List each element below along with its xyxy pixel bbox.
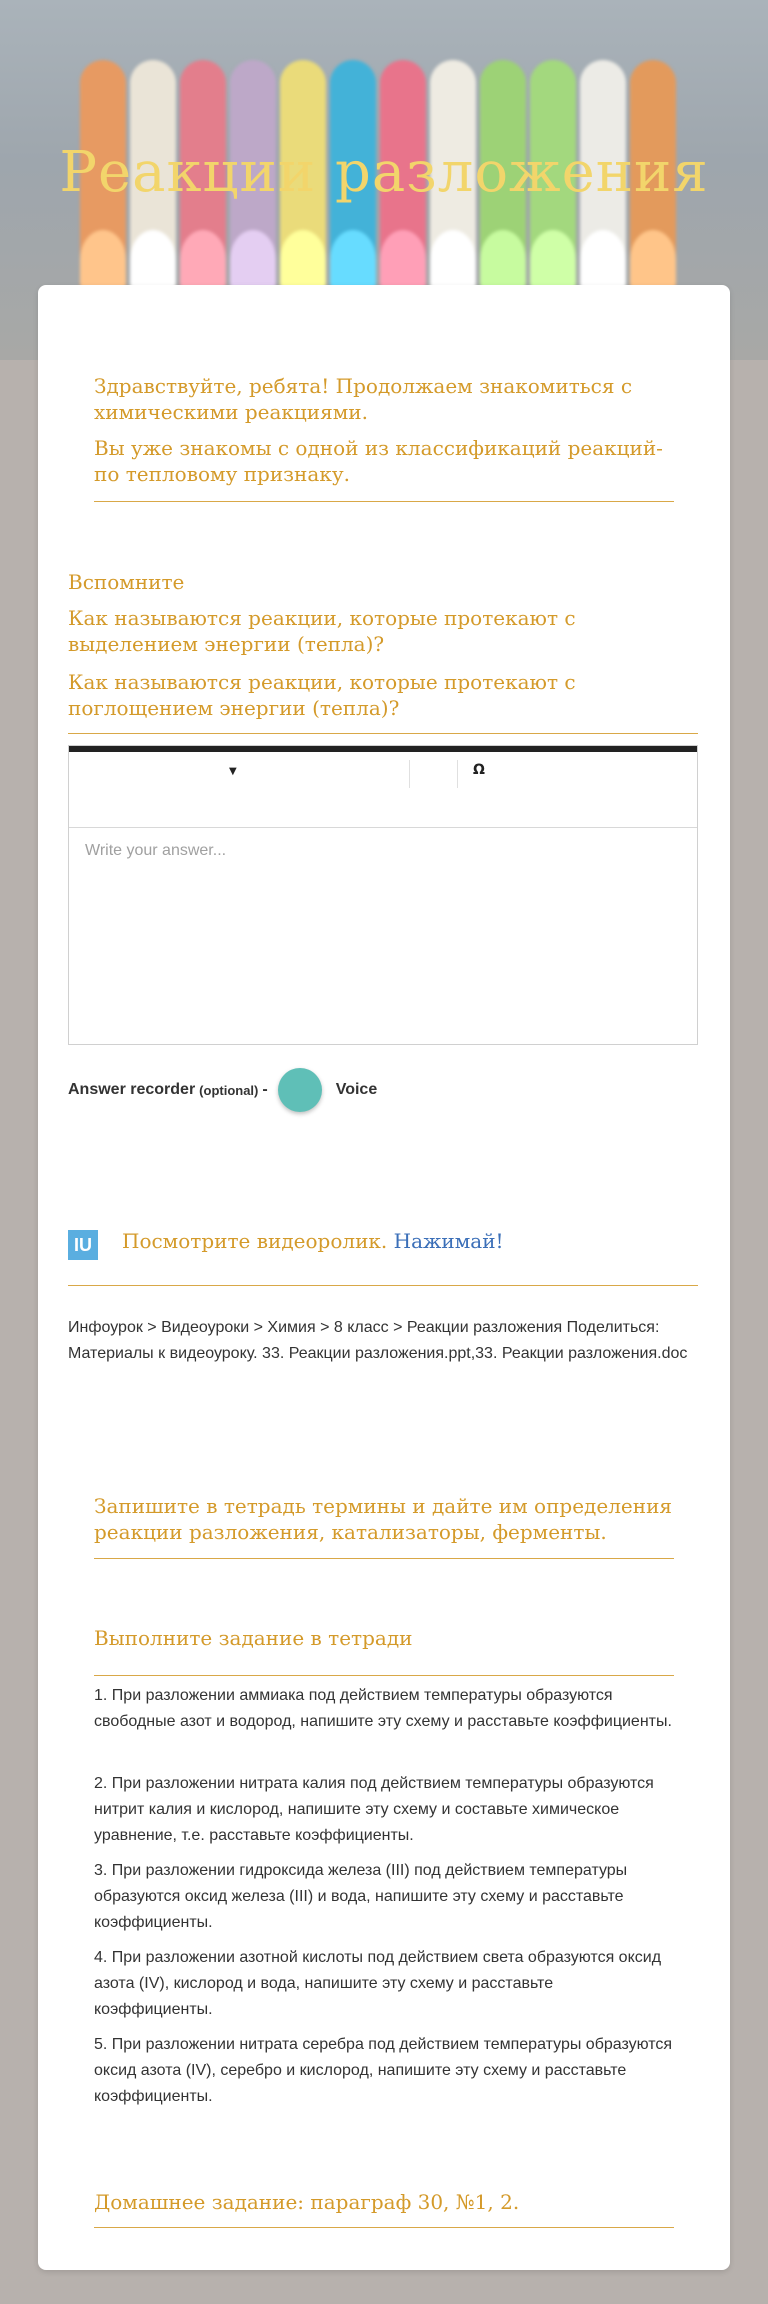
homework: Домашнее задание: параграф 30, №1, 2. (94, 2190, 520, 2214)
recall-question-2: Как называются реакции, которые протекают с поглощением энергии (тепла)? (68, 670, 576, 720)
task-item: 3. При разложении гидроксида железа (III) под действием температуры образуются оксид железа (III) и вода, напишите эту схему и расставьте коэффициенты. (94, 1862, 628, 1931)
video-link[interactable]: Нажимай! (393, 1229, 504, 1253)
voice-label: Voice (335, 1081, 378, 1098)
infourok-logo: IU (68, 1230, 98, 1260)
recall-question-1: Как называются реакции, которые протекают с выделением энергии (тепла)? (68, 606, 576, 656)
divider (94, 1558, 674, 1559)
notebook-instruction: Запишите в тетрадь термины и дайте им определения реакции разложения, катализаторы, ферменты. (94, 1494, 673, 1544)
answer-editor (68, 745, 698, 1045)
intro-greeting: Здравствуйте, ребята! Продолжаем знакомиться с химическими реакциями. (94, 374, 633, 424)
format-dropdown-icon[interactable]: ▼ (229, 766, 237, 777)
divider (94, 1675, 674, 1676)
task-item: 4. При разложении азотной кислоты под действием света образуются оксид азота (IV), кислород и вода, напишите эту схему и расставьте коэффициенты. (94, 1949, 662, 2018)
recall-heading: Вспомните (68, 570, 185, 594)
divider (68, 1285, 698, 1286)
recorder-dash: - (262, 1081, 268, 1098)
video-text: Посмотрите видеоролик. (122, 1229, 388, 1253)
video-prompt (122, 1228, 682, 1254)
divider (68, 733, 698, 734)
breadcrumb: Инфоурок > Видеоуроки > Химия > 8 класс > Реакции разложения Поделиться: Материалы к видеоуроку. 33. Реакции разложения.ppt,33. Реакции разложения.doc (68, 1319, 688, 1362)
task-heading: Выполните задание в тетради (94, 1626, 413, 1650)
special-character-icon[interactable]: Ω (473, 762, 485, 778)
toolbar-separator (457, 760, 458, 788)
recorder-label: Answer recorder (68, 1081, 196, 1098)
page-title: Реакции разложения (59, 140, 709, 205)
toolbar-separator (409, 760, 410, 788)
divider (94, 2227, 674, 2228)
answer-recorder (68, 1065, 468, 1115)
intro-classification: Вы уже знакомы с одной из классификаций реакций-по тепловому признаку. (94, 436, 663, 486)
divider (94, 501, 674, 502)
answer-input[interactable]: Write your answer... (85, 842, 227, 859)
editor-toolbar (69, 752, 697, 828)
record-button[interactable] (278, 1068, 322, 1112)
task-item: 1. При разложении аммиака под действием температуры образуются свободные азот и водород, напишите эту схему и расставьте коэффициенты. (94, 1687, 672, 1730)
task-item: 5. При разложении нитрата серебра под действием температуры образуются оксид азота (IV), серебро и кислород, напишите эту схему и расставьте коэффициенты. (94, 2036, 673, 2105)
task-item: 2. При разложении нитрата калия под действием температуры образуются нитрит калия и кислород, напишите эту схему и составьте химическое уравнение, т.е. расставьте коэффициенты. (94, 1775, 654, 1844)
recorder-optional: (optional) (199, 1082, 259, 1098)
content-card (38, 285, 730, 2270)
